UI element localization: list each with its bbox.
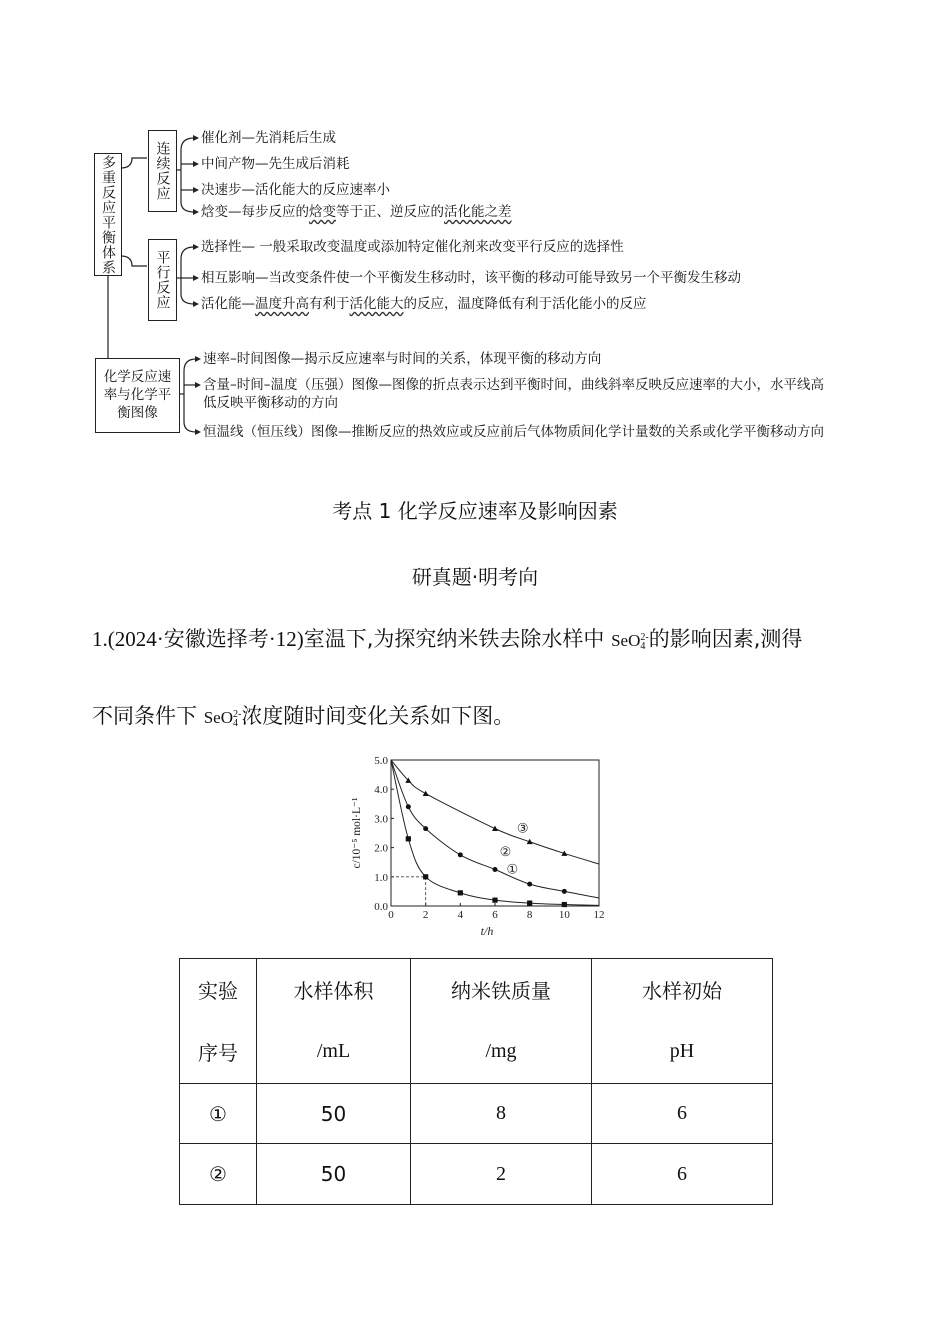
header-cell: /mg [411, 1021, 592, 1084]
question-line-2 [92, 700, 514, 730]
enthalpy-middle: 等于正、逆反应的 [336, 204, 444, 220]
data-point-circle [458, 852, 463, 857]
table-header-row-1 [180, 959, 773, 1021]
x-tick-label: 0 [388, 909, 394, 921]
ion-subscript-2: 4 [232, 718, 238, 730]
header-cell: pH [592, 1021, 773, 1084]
branch-content-time-cont: 低反映平衡移动的方向 [203, 395, 338, 411]
data-point-circle [527, 882, 532, 887]
data-point-circle [406, 804, 411, 809]
branch-catalyst: 催化剂—先消耗后生成 [201, 130, 336, 146]
branch-content-time: 含量–时间–温度（压强）图像—图像的折点表示达到平衡时间，曲线斜率反映反应速率的大小，水平线高 [203, 377, 824, 393]
plot-frame [391, 760, 599, 906]
x-tick-label: 6 [492, 909, 498, 921]
branch-activation [201, 295, 647, 313]
branch-selectivity: 选择性— 一般采取改变温度或添加特定催化剂来改变平行反应的选择性 [201, 239, 624, 255]
table-cell: 50 [257, 1084, 411, 1144]
data-point-circle [493, 867, 498, 872]
data-point-square [527, 900, 532, 905]
x-tick-label: 10 [558, 909, 570, 921]
series-label: ③ [516, 820, 529, 836]
header-cell: 水样体积 [257, 959, 411, 1021]
header-cell: 水样初始 [592, 959, 773, 1021]
data-point-circle [562, 889, 567, 894]
activation-suffix: 的反应，温度降低有利于活化能小的反应 [403, 296, 647, 312]
experiment-table [179, 958, 773, 1205]
ion-charge: 2- [640, 632, 649, 644]
branch-isotherm: 恒温线（恒压线）图像—推断反应的热效应或反应前后气体物质间化学计量数的关系或化学平衡移动方向 [203, 424, 824, 440]
x-tick-label: 12 [593, 909, 605, 921]
y-tick-label: 3.0 [374, 813, 388, 826]
header-cell: /mL [257, 1021, 411, 1084]
table-cell: 6 [592, 1144, 773, 1205]
y-tick-label: 2.0 [374, 842, 388, 855]
temperature-rise-emphasis: 温度升高 [255, 296, 309, 312]
group-box-graphs: 化学反应速率与化学平衡图像 [95, 358, 180, 433]
x-tick-label: 4 [457, 909, 464, 921]
data-point-triangle [492, 826, 498, 831]
series-line-square [391, 760, 599, 905]
question-text-4: 浓度随时间变化关系如下图。 [241, 704, 515, 728]
header-cell: 实验 [180, 959, 257, 1021]
ion-subscript: 4 [640, 641, 646, 653]
data-point-triangle [423, 791, 429, 796]
question-text-2: 的影响因素,测得 [648, 627, 803, 651]
series-label: ① [506, 861, 519, 877]
header-cell: 纳米铁质量 [411, 959, 592, 1021]
data-point-square [492, 898, 497, 903]
subsection-title: 研真题·明考向 [411, 565, 539, 589]
section-title: 考点 1 化学反应速率及影响因素 [332, 499, 618, 523]
mindmap-root: 多重反应平衡体系 [94, 153, 122, 276]
question-text-1: 室温下,为探究纳米铁去除水样中 [303, 627, 612, 651]
ion-charge-2: 2- [232, 709, 242, 721]
group-box-consecutive: 连续反应 [148, 130, 177, 212]
branch-enthalpy [201, 203, 512, 221]
table-cell: 8 [411, 1084, 592, 1144]
enthalpy-emphasis: 焓变 [309, 204, 336, 220]
data-point-square [406, 836, 411, 841]
activation-prefix: 活化能— [201, 296, 255, 312]
high-activation-emphasis: 活化能大 [349, 296, 404, 312]
y-tick-label: 5.0 [374, 755, 388, 767]
branch-interaction: 相互影响—当改变条件使一个平衡发生移动时，该平衡的移动可能导致另一个平衡发生移动 [201, 270, 741, 286]
y-axis-label: c/10⁻⁵ mol·L⁻¹ [351, 797, 363, 869]
table-cell: 6 [592, 1084, 773, 1144]
table-row [180, 1084, 773, 1144]
table-cell: 50 [257, 1144, 411, 1205]
table-header-row-2 [180, 1021, 773, 1084]
branch-rate-step: 决速步—活化能大的反应速率小 [201, 182, 390, 198]
y-tick-label: 1.0 [374, 871, 388, 884]
activation-middle: 有利于 [309, 296, 350, 312]
series-label: ② [499, 843, 512, 859]
activation-energy-difference: 活化能之差 [444, 204, 512, 220]
branch-intermediate: 中间产物—先生成后消耗 [201, 156, 350, 172]
question-text-3: 不同条件下 [92, 704, 204, 728]
data-point-circle [423, 826, 428, 831]
y-tick-label: 0.0 [374, 901, 388, 913]
data-point-square [423, 874, 428, 879]
ion-formula: SeO [611, 631, 641, 650]
data-point-square [562, 902, 567, 907]
series-line-triangle [391, 760, 599, 864]
table-cell: ② [180, 1144, 257, 1205]
enthalpy-prefix: 焓变—每步反应的 [201, 204, 309, 220]
branch-rate-time: 速率–时间图像—揭示反应速率与时间的关系，体现平衡的移动方向 [203, 351, 602, 367]
y-tick-label: 4.0 [374, 784, 388, 797]
question-source: 1.(2024·安徽选择考·12) [92, 627, 304, 651]
table-cell: 2 [411, 1144, 592, 1205]
question-line-1 [92, 623, 802, 653]
header-cell: 序号 [180, 1021, 257, 1084]
concentration-time-chart [340, 748, 620, 944]
selenate-ion [611, 631, 649, 653]
table-row [180, 1144, 773, 1205]
selenate-ion-2 [203, 708, 242, 730]
table-cell: ① [180, 1084, 257, 1144]
group-box-parallel: 平行反应 [148, 239, 177, 321]
x-tick-label: 2 [422, 909, 429, 921]
dashed-guide-line [391, 877, 426, 906]
x-axis-label: t/h [480, 924, 494, 938]
x-tick-label: 8 [526, 909, 533, 921]
data-point-square [458, 890, 463, 895]
ion-formula-2: SeO [203, 708, 233, 727]
